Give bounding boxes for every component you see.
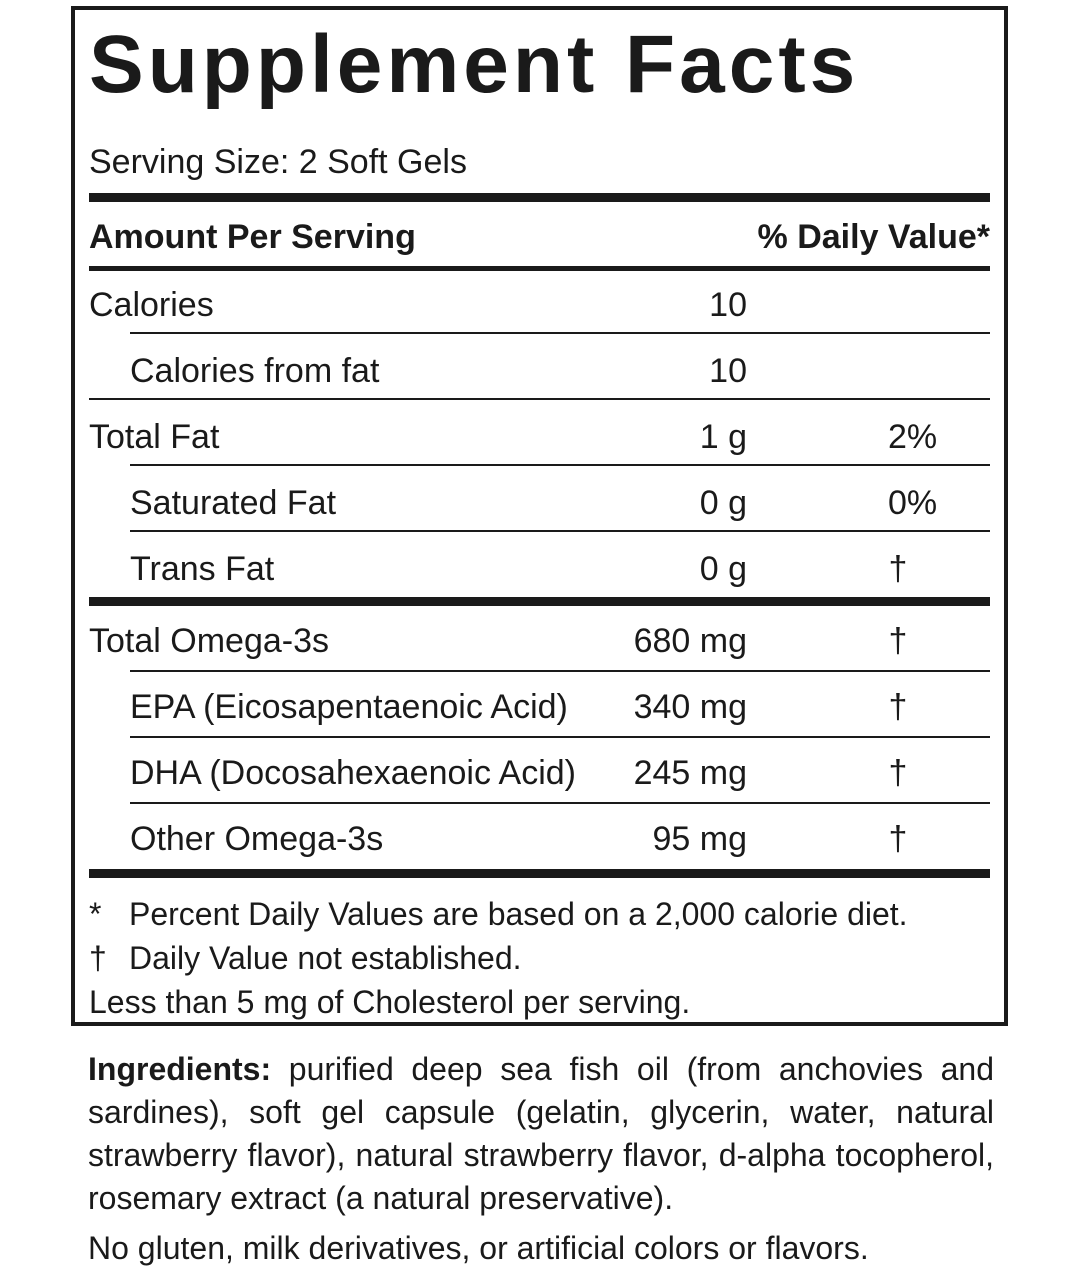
thick-rule-middle <box>89 597 990 606</box>
row-divider <box>130 670 990 672</box>
cholesterol-note: Less than 5 mg of Cholesterol per serving. <box>89 984 691 1020</box>
supplement-facts-panel <box>71 6 1008 1026</box>
row-daily-value: † <box>888 622 908 660</box>
table-row <box>89 272 994 338</box>
ingredients-text: purified deep sea fish oil (from anchovies and sardines), soft gel capsule (gelatin, glycerin, water, natural strawberry flavor), natural strawberry flavor, d-alpha tocopherol, rosemary extract (a natural preservative). <box>88 1051 995 1216</box>
row-name: Saturated Fat <box>130 484 337 522</box>
table-row <box>89 740 994 806</box>
dagger-footnote <box>89 942 522 974</box>
table-row <box>89 536 994 602</box>
row-name: DHA (Docosahexaenoic Acid) <box>130 754 577 792</box>
row-name: Calories from fat <box>130 352 380 390</box>
table-row <box>89 806 994 872</box>
thick-rule-bottom <box>89 869 990 878</box>
row-name: Total Omega-3s <box>89 622 329 660</box>
header-rule <box>89 266 990 271</box>
ingredients-paragraph <box>88 1048 994 1220</box>
row-amount: 245 mg <box>633 754 747 792</box>
row-amount: 10 <box>709 352 747 390</box>
row-name: Other Omega-3s <box>130 820 384 858</box>
row-divider <box>130 736 990 738</box>
table-row <box>89 338 994 404</box>
row-name: Trans Fat <box>130 550 275 588</box>
row-amount: 1 g <box>699 418 747 456</box>
row-amount: 95 mg <box>652 820 747 858</box>
row-divider <box>130 332 990 334</box>
asterisk-mark: * <box>89 896 102 932</box>
table-row <box>89 608 994 674</box>
percent-daily-value-footnote <box>89 898 908 930</box>
row-divider <box>130 802 990 804</box>
row-amount: 0 g <box>699 484 747 522</box>
table-row <box>89 470 994 536</box>
daily-value-label: % Daily Value* <box>757 218 990 256</box>
table-row <box>89 404 994 470</box>
row-daily-value: † <box>888 550 908 588</box>
allergen-statement: No gluten, milk derivatives, or artificial colors or flavors. <box>88 1230 869 1266</box>
row-name: EPA (Eicosapentaenoic Acid) <box>130 688 568 726</box>
row-amount: 10 <box>709 286 747 324</box>
row-amount: 0 g <box>699 550 747 588</box>
thick-rule-top <box>89 193 990 202</box>
row-name: Total Fat <box>89 418 220 456</box>
row-divider <box>89 398 990 400</box>
percent-footnote-text: Percent Daily Values are based on a 2,000 calorie diet. <box>129 896 908 932</box>
ingredients-label: Ingredients: <box>88 1051 272 1087</box>
row-daily-value: † <box>888 820 908 858</box>
dagger-mark: † <box>89 940 107 976</box>
row-name: Calories <box>89 286 214 324</box>
row-amount: 340 mg <box>633 688 747 726</box>
row-daily-value: 2% <box>888 418 938 456</box>
row-daily-value: † <box>888 754 908 792</box>
row-divider <box>130 464 990 466</box>
row-daily-value: † <box>888 688 908 726</box>
row-daily-value: 0% <box>888 484 938 522</box>
row-amount: 680 mg <box>633 622 747 660</box>
dagger-footnote-text: Daily Value not established. <box>129 940 522 976</box>
amount-per-serving-label: Amount Per Serving <box>89 218 416 256</box>
panel-title: Supplement Facts <box>89 19 860 110</box>
row-divider <box>130 530 990 532</box>
table-row <box>89 674 994 740</box>
serving-size: Serving Size: 2 Soft Gels <box>89 143 467 181</box>
